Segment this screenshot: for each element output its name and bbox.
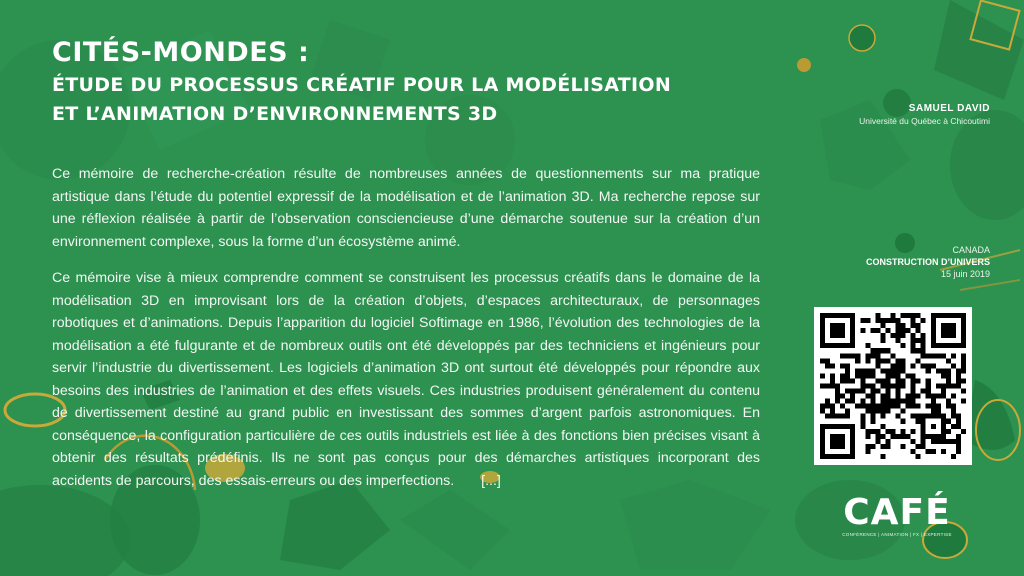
logo-tagline: CONFÉRENCE | ANIMATION | FX | EXPERTISE bbox=[842, 532, 952, 537]
abstract-paragraph-1: Ce mémoire de recherche-création résulte de nombreuses années de questionnements sur ma pratique artistique dans l’étude du potentiel expressif de la modélisation et de l’animation 3D. Ma recherche repose sur une réflexion réalisée à partir de l’observation consciencieuse d’une démarche soutenue sur la création d’un environnement complexe, sous la forme d’un écosystème animé. bbox=[52, 166, 760, 250]
page-subtitle-line-2: ET L’ANIMATION D’ENVIRONNEMENTS 3D bbox=[52, 103, 498, 125]
qr-code-icon[interactable] bbox=[814, 307, 972, 465]
author-affiliation: Université du Québec à Chicoutimi bbox=[859, 116, 990, 126]
ellipsis-more: [...] bbox=[481, 473, 501, 489]
page-subtitle-line-1: ÉTUDE DU PROCESSUS CRÉATIF POUR LA MODÉLISATION bbox=[52, 74, 672, 96]
author-block bbox=[859, 103, 990, 126]
abstract bbox=[52, 163, 760, 493]
event-country: CANADA bbox=[952, 245, 990, 255]
event-name: CONSTRUCTION D’UNIVERS bbox=[865, 257, 990, 267]
page-title: CITÉS-MONDES : bbox=[52, 37, 310, 68]
event-meta bbox=[866, 244, 990, 280]
qr-code-graphic bbox=[820, 313, 966, 459]
event-date: 15 juin 2019 bbox=[940, 269, 990, 279]
author-name: SAMUEL DAVID bbox=[908, 103, 990, 114]
title-block bbox=[52, 36, 782, 128]
cafe-logo bbox=[838, 494, 956, 537]
logo-wordmark: CAFÉ bbox=[843, 492, 951, 533]
abstract-paragraph-2: Ce mémoire vise à mieux comprendre comment se construisent les processus créatifs dans le domaine de la modélisation 3D en improvisant lors de la création d’objets, d’espaces architecturaux, de personnages robotiques et d’animations. Depuis l’apparition du logiciel Softimage en 1986, l’évolution des technologies de la modélisation a été fulgurante et de nombreux outils ont été développés par des techniciens et ingénieurs pour servir l’industrie du divertissement. Les logiciels d’animation 3D ont surtout été développés pour répondre aux besoins des industries de l’animation et des effets visuels. Ces industries produisent généralement du contenu de divertissement destiné au grand public en investissant des sommes d’argent parfois astronomiques. En conséquence, la configuration particulière de ces outils industriels est liée à des fonctions bien précises visant à obtenir des résultats prédéfinis. Ils ne sont pas conçus pour des démarches artistiques incorporant des accidents de parcours, des essais-erreurs ou des imperfections. bbox=[52, 270, 760, 489]
